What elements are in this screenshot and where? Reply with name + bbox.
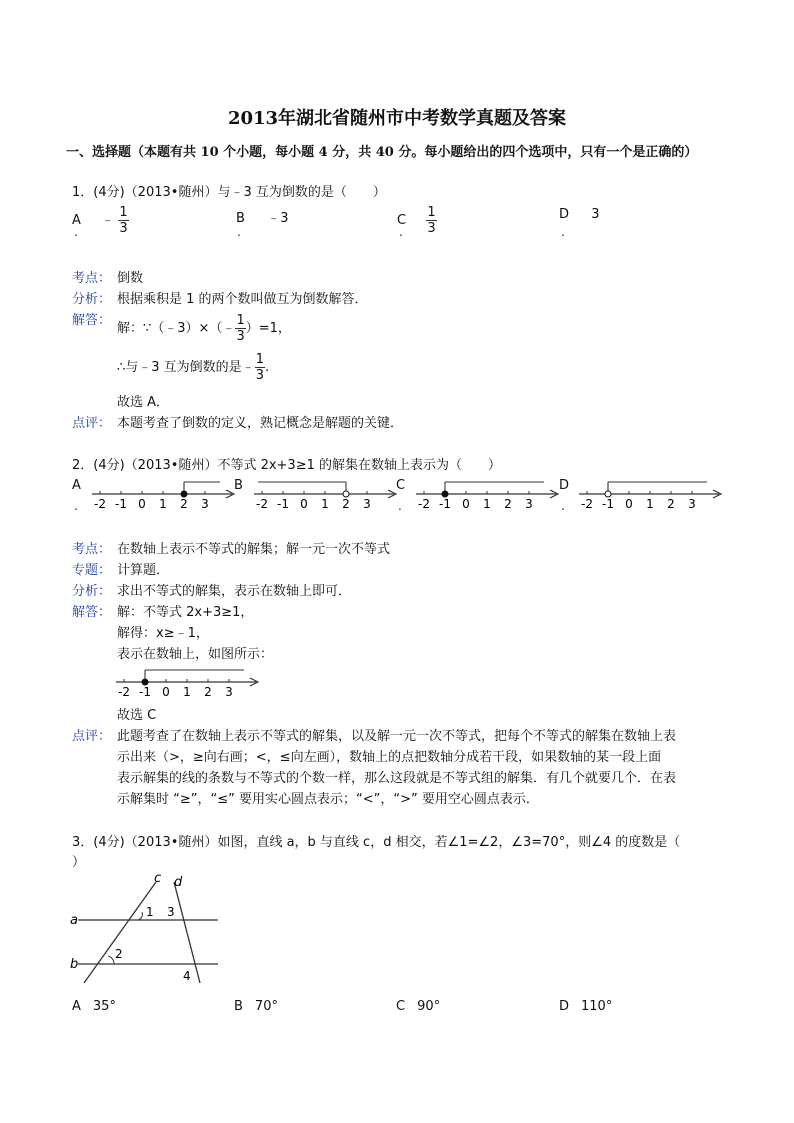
tick-label: 0 — [138, 497, 146, 511]
number-line-d — [575, 476, 725, 512]
q1-solution-line1: 解：∵（﹣3）×（﹣ $\frac{1}{3}$ ）=1， — [117, 313, 291, 344]
q1-option-c — [397, 205, 437, 236]
option-dot: . — [561, 499, 565, 513]
q2-solution-line3: 表示在数轴上，如图所示： — [117, 647, 274, 662]
label-a: a — [70, 913, 78, 928]
label-c: c — [154, 871, 162, 886]
tick-label: 3 — [225, 685, 233, 699]
label-d: d — [174, 875, 183, 890]
dianping-line3: 表示解集的线的条数与不等式的个数一样，那么这段就是不等式组的解集．有几个就要几个．在表 — [117, 771, 677, 786]
hollow-point — [605, 491, 611, 497]
dianping-line2: 示出来（>，≥向右画；<，≤向左画），数轴上的点把数轴分成若干段，如果数轴的某一段上面 — [117, 750, 662, 765]
label-b: b — [70, 957, 79, 972]
tick-label: 2 — [204, 685, 212, 699]
option-sign: ﹣ — [101, 213, 115, 228]
dianping-text: 本题考查了倒数的定义，熟记概念是解题的关键． — [117, 416, 404, 431]
kaodian-text: 倒数 — [117, 271, 144, 286]
tick-label: 1 — [183, 685, 191, 699]
solid-point — [181, 491, 187, 497]
q2-option-letter-b: B — [234, 478, 243, 493]
fraction: $\frac{1}{3}$ — [255, 352, 264, 383]
q3-figure — [66, 870, 226, 990]
option-text: 3 — [591, 207, 600, 222]
q1-option-b — [236, 207, 288, 226]
q2-option-letter-c: C — [396, 478, 406, 493]
q3-stem-line1: 3．(4分)（2013•随州）如图，直线 a，b 与直线 c，d 相交，若∠1=∠2，∠3=70°，则∠4 的度数是（ — [72, 835, 681, 850]
solid-point — [142, 679, 148, 685]
tick-label: -2 — [118, 685, 130, 699]
section-heading: 一、选择题（本题有共 10 个小题，每小题 4 分，共 40 分。每小题给出的四个选项中，只有一个是正确的） — [66, 145, 698, 160]
tick-label: -1 — [602, 497, 614, 511]
q3-option-a: A 35° — [72, 999, 116, 1014]
tick-label: -2 — [581, 497, 593, 511]
kaodian-text: 在数轴上表示不等式的解集；解一元一次不等式 — [117, 542, 391, 557]
zhuanti-text: 计算题． — [117, 563, 170, 578]
tick-label: 3 — [363, 497, 371, 511]
jieda-label: 解答： — [72, 605, 112, 620]
angle-3-label: 3 — [167, 905, 175, 919]
kaodian-label: 考点： — [72, 542, 112, 557]
fenxi-label: 分析： — [72, 292, 112, 307]
angle-2-label: 2 — [115, 947, 123, 961]
option-letter: B — [236, 211, 245, 226]
q1-solution-line3: 故选 A． — [117, 395, 170, 410]
option-dot: . — [237, 225, 241, 239]
tick-label: -2 — [418, 497, 430, 511]
q3-option-b: B 70° — [234, 999, 278, 1014]
dianping-line1: 此题考查了在数轴上表示不等式的解集，以及解一元一次不等式，把每个不等式的解集在数轴上表 — [117, 729, 677, 744]
number-line-c — [412, 476, 562, 512]
q2-solution-line1: 解：不等式 2x+3≥1， — [117, 605, 254, 620]
option-letter: C — [397, 213, 407, 228]
tick-label: -1 — [277, 497, 289, 511]
tick-label: 2 — [504, 497, 512, 511]
q2-option-letter-d: D — [559, 478, 570, 493]
kaodian-label: 考点： — [72, 271, 112, 286]
option-letter: A — [72, 213, 81, 228]
fenxi-text: 求出不等式的解集，表示在数轴上即可． — [117, 584, 352, 599]
option-dot: . — [74, 499, 78, 513]
tick-label: -1 — [139, 685, 151, 699]
page-title: 2013年湖北省随州市中考数学真题及答案 — [227, 108, 567, 129]
number-line-a — [88, 476, 238, 512]
q2-option-letter-a: A — [72, 478, 81, 493]
jieda-label: 解答： — [72, 313, 112, 328]
angle-1-label: 1 — [146, 905, 154, 919]
fraction: $\frac{1}{3}$ — [119, 205, 128, 236]
q2-solution-line2: 解得：x≥﹣1， — [117, 626, 209, 641]
number-line-answer — [112, 664, 262, 700]
fenxi-label: 分析： — [72, 584, 112, 599]
tick-label: -1 — [115, 497, 127, 511]
option-text: ﹣3 — [267, 211, 289, 226]
option-dot: . — [561, 225, 565, 239]
q2-solution-end: 故选 C — [117, 708, 157, 723]
q1-option-a — [72, 205, 129, 236]
fenxi-text: 根据乘积是 1 的两个数叫做互为倒数解答． — [117, 292, 368, 307]
q1-stem: 1．(4分)（2013•随州）与﹣3 互为倒数的是（ ） — [72, 185, 386, 200]
tick-label: 3 — [688, 497, 696, 511]
solid-point — [442, 491, 448, 497]
tick-label: 0 — [462, 497, 470, 511]
tick-label: 2 — [180, 497, 188, 511]
tick-label: -1 — [439, 497, 451, 511]
tick-label: 0 — [625, 497, 633, 511]
q3-stem-line2: ） — [72, 855, 86, 870]
q3-option-c: C 90° — [396, 999, 441, 1014]
tick-label: 3 — [201, 497, 209, 511]
option-letter: D — [559, 207, 570, 222]
dianping-label: 点评： — [72, 416, 112, 431]
angle-4-label: 4 — [183, 969, 191, 983]
tick-label: 2 — [667, 497, 675, 511]
dianping-line4: 示解集时 “≥”，“≤” 要用实心圆点表示；“<”，“>” 要用空心圆点表示． — [117, 792, 539, 807]
zhuanti-label: 专题： — [72, 563, 112, 578]
line-c — [84, 882, 156, 983]
tick-label: 1 — [159, 497, 167, 511]
option-dot: . — [398, 499, 402, 513]
tick-label: 1 — [321, 497, 329, 511]
tick-label: 0 — [162, 685, 170, 699]
line-d — [174, 882, 200, 983]
option-dot: . — [74, 225, 78, 239]
dianping-label: 点评： — [72, 729, 112, 744]
tick-label: 2 — [342, 497, 350, 511]
hollow-point — [343, 491, 349, 497]
tick-label: 1 — [483, 497, 491, 511]
fraction: $\frac{1}{3}$ — [236, 313, 245, 344]
tick-label: 0 — [300, 497, 308, 511]
angle-1-arc — [138, 912, 142, 920]
q3-option-d: D 110° — [559, 999, 613, 1014]
q1-solution-line2: ∴与﹣3 互为倒数的是﹣ $\frac{1}{3}$ . — [117, 352, 270, 383]
tick-label: -2 — [94, 497, 106, 511]
option-dot: . — [399, 225, 403, 239]
q1-option-d — [559, 207, 600, 222]
tick-label: 3 — [525, 497, 533, 511]
q2-stem: 2．(4分)（2013•随州）不等式 2x+3≥1 的解集在数轴上表示为（ ） — [72, 458, 501, 473]
number-line-b — [250, 476, 400, 512]
tick-label: 1 — [646, 497, 654, 511]
fraction: $\frac{1}{3}$ — [427, 205, 436, 236]
tick-label: -2 — [256, 497, 268, 511]
angle-2-arc — [108, 956, 114, 964]
